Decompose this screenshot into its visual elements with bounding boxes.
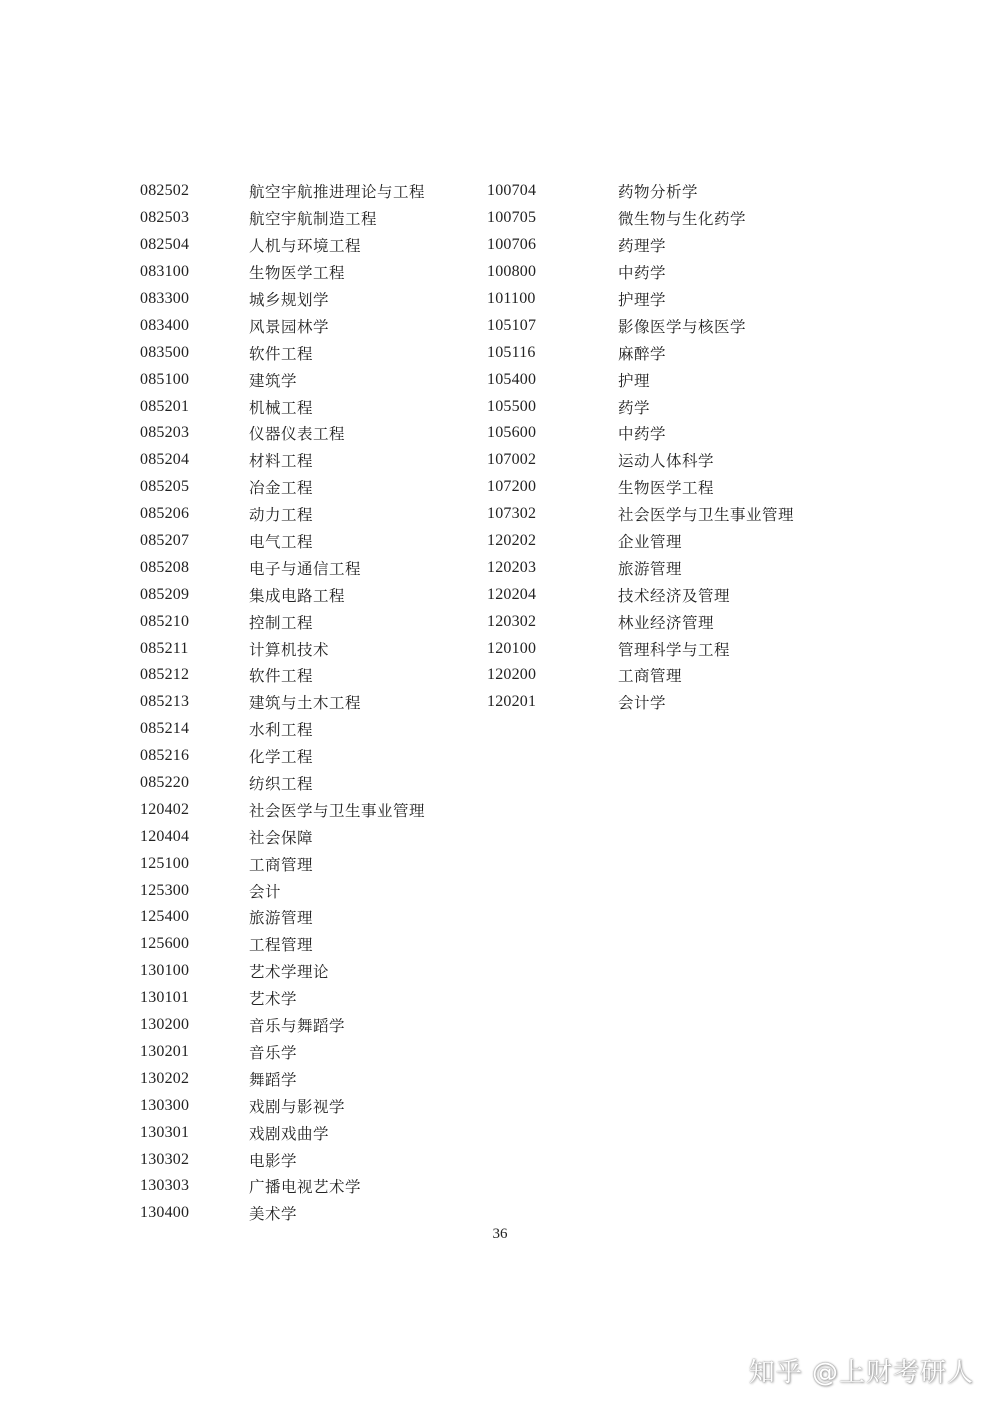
subject-code: 120204 [487, 585, 537, 603]
subject-name: 生物医学工程 [249, 264, 346, 283]
subject-code: 130201 [140, 1042, 190, 1060]
list-item [487, 635, 794, 662]
subject-name: 企业管理 [618, 533, 683, 552]
list-item [487, 232, 794, 259]
list-item [140, 474, 425, 501]
subject-name: 社会医学与卫生事业管理 [249, 801, 426, 820]
list-item [140, 1146, 425, 1173]
list-item [487, 339, 794, 366]
list-item [140, 743, 425, 770]
list-item [487, 366, 794, 393]
subject-code: 085216 [140, 747, 190, 765]
subject-code: 105500 [487, 397, 537, 415]
list-item [140, 770, 425, 797]
subject-code: 105107 [487, 316, 537, 334]
list-item [487, 178, 794, 205]
subject-code: 130101 [140, 989, 190, 1007]
list-item [140, 1012, 425, 1039]
subject-name: 电子与通信工程 [249, 559, 362, 578]
subject-code: 083400 [140, 316, 190, 334]
subject-code: 085213 [140, 693, 190, 711]
subject-code: 120404 [140, 827, 190, 845]
subject-name: 软件工程 [249, 344, 314, 363]
subject-name: 管理科学与工程 [618, 640, 731, 659]
subject-code: 120201 [487, 693, 537, 711]
subject-code: 100704 [487, 182, 537, 200]
list-item [487, 447, 794, 474]
subject-code: 083100 [140, 263, 190, 281]
subject-code: 120302 [487, 612, 537, 630]
subject-code: 085207 [140, 532, 190, 550]
list-item [140, 1119, 425, 1146]
subject-code: 120202 [487, 532, 537, 550]
subject-code: 100800 [487, 263, 537, 281]
subject-code: 085201 [140, 397, 190, 415]
left-column [140, 178, 425, 1227]
subject-code: 130300 [140, 1096, 190, 1114]
subject-code: 085214 [140, 720, 190, 738]
subject-name: 麻醉学 [618, 344, 667, 363]
subject-code: 085209 [140, 585, 190, 603]
list-item [487, 312, 794, 339]
list-item [140, 339, 425, 366]
list-item [487, 608, 794, 635]
subject-code: 120203 [487, 558, 537, 576]
subject-name: 城乡规划学 [249, 291, 330, 309]
subject-code: 083500 [140, 343, 190, 361]
subject-name: 计算机技术 [249, 640, 330, 659]
subject-name: 微生物与生化药学 [618, 210, 747, 229]
list-item [487, 286, 794, 313]
subject-name: 会计学 [618, 694, 667, 713]
subject-name: 工程管理 [249, 936, 314, 955]
subject-code: 085211 [140, 639, 189, 657]
subject-name: 水利工程 [249, 721, 314, 740]
subject-name: 电影学 [249, 1151, 298, 1170]
subject-name: 音乐与舞蹈学 [249, 1017, 346, 1036]
subject-code: 125100 [140, 854, 190, 872]
subject-code: 085212 [140, 666, 190, 684]
list-item [140, 985, 425, 1012]
list-item [140, 796, 425, 823]
subject-code: 085210 [140, 612, 190, 630]
subject-code: 125300 [140, 881, 190, 899]
list-item [487, 662, 794, 689]
list-item [140, 528, 425, 555]
subject-name: 美术学 [249, 1205, 298, 1224]
subject-name: 仪器仪表工程 [249, 425, 346, 444]
list-item [140, 312, 425, 339]
subject-code: 085205 [140, 478, 190, 496]
list-item [140, 501, 425, 528]
subject-name: 护理 [618, 371, 651, 390]
subject-code: 085203 [140, 424, 190, 442]
list-item [140, 554, 425, 581]
subject-code: 130100 [140, 962, 190, 980]
list-item [140, 823, 425, 850]
subject-name: 护理学 [618, 291, 667, 309]
subject-name: 音乐学 [249, 1043, 298, 1062]
subject-name: 艺术学 [249, 990, 298, 1009]
subject-name: 冶金工程 [249, 479, 314, 498]
list-item [487, 393, 794, 420]
subject-name: 航空宇航制造工程 [249, 210, 378, 229]
right-column [487, 178, 794, 716]
subject-code: 085100 [140, 370, 190, 388]
subject-code: 082503 [140, 209, 190, 227]
subject-name: 集成电路工程 [249, 586, 346, 605]
subject-name: 社会保障 [249, 828, 314, 847]
subject-code: 130200 [140, 1016, 190, 1034]
subject-name: 会计 [249, 882, 282, 901]
list-item [487, 581, 794, 608]
list-item [487, 205, 794, 232]
subject-code: 100706 [487, 236, 537, 254]
subject-name: 控制工程 [249, 613, 314, 632]
subject-code: 107002 [487, 451, 537, 469]
subject-name: 材料工程 [249, 452, 314, 471]
subject-code: 082502 [140, 182, 190, 200]
list-item [140, 1173, 425, 1200]
list-item [487, 420, 794, 447]
subject-name: 舞蹈学 [249, 1070, 298, 1089]
subject-name: 戏剧戏曲学 [249, 1124, 330, 1143]
subject-name: 艺术学理论 [249, 963, 330, 982]
subject-name: 人机与环境工程 [249, 237, 362, 256]
subject-code: 120402 [140, 800, 190, 818]
list-item [140, 1065, 425, 1092]
list-item [140, 205, 425, 232]
list-item [140, 447, 425, 474]
list-item [487, 501, 794, 528]
list-item [140, 581, 425, 608]
subject-name: 社会医学与卫生事业管理 [618, 506, 795, 525]
page-number: 36 [492, 1226, 508, 1242]
list-item [140, 393, 425, 420]
list-item [140, 850, 425, 877]
list-item [140, 877, 425, 904]
subject-code: 107200 [487, 478, 537, 496]
subject-name: 技术经济及管理 [618, 586, 731, 605]
list-item [140, 662, 425, 689]
subject-name: 动力工程 [249, 506, 314, 525]
subject-code: 083300 [140, 290, 190, 307]
subject-code: 085206 [140, 505, 190, 523]
subject-code: 085204 [140, 451, 190, 469]
subject-name: 中药学 [618, 425, 667, 444]
subject-name: 药物分析学 [618, 183, 699, 202]
list-item [140, 931, 425, 958]
subject-name: 风景园林学 [249, 317, 330, 336]
list-item [140, 1200, 425, 1227]
subject-name: 电气工程 [249, 533, 314, 552]
list-item [140, 716, 425, 743]
subject-name: 药学 [618, 398, 651, 417]
subject-name: 药理学 [618, 237, 667, 256]
subject-code: 130303 [140, 1177, 190, 1195]
subject-code: 100705 [487, 209, 537, 227]
list-item [140, 904, 425, 931]
subject-code: 130202 [140, 1069, 190, 1087]
list-item [140, 178, 425, 205]
subject-code: 120100 [487, 639, 537, 657]
list-item [140, 1039, 425, 1066]
subject-name: 软件工程 [249, 667, 314, 686]
list-item [140, 689, 425, 716]
list-item [140, 958, 425, 985]
subject-code: 130301 [140, 1123, 190, 1141]
list-item [487, 528, 794, 555]
list-item [487, 554, 794, 581]
subject-code: 130302 [140, 1150, 190, 1168]
subject-code: 101100 [487, 290, 536, 307]
subject-name: 影像医学与核医学 [618, 317, 747, 336]
subject-name: 中药学 [618, 264, 667, 283]
list-item [140, 286, 425, 313]
subject-name: 工商管理 [618, 667, 683, 686]
watermark: 知乎 @上财考研人 [748, 1358, 974, 1388]
subject-code: 105600 [487, 424, 537, 442]
subject-name: 建筑学 [249, 371, 298, 390]
subject-code: 130400 [140, 1204, 190, 1222]
subject-name: 戏剧与影视学 [249, 1097, 346, 1116]
subject-name: 工商管理 [249, 855, 314, 874]
list-item [487, 474, 794, 501]
subject-code: 085208 [140, 558, 190, 576]
subject-code: 105116 [487, 343, 536, 361]
subject-name: 旅游管理 [618, 559, 683, 578]
subject-name: 广播电视艺术学 [249, 1178, 362, 1197]
list-item [140, 232, 425, 259]
list-item [140, 1092, 425, 1119]
subject-name: 旅游管理 [249, 909, 314, 928]
list-item [140, 608, 425, 635]
subject-name: 纺织工程 [249, 775, 314, 794]
list-item [140, 635, 425, 662]
subject-code: 125600 [140, 935, 190, 953]
list-item [140, 420, 425, 447]
list-item [487, 689, 794, 716]
subject-code: 107302 [487, 505, 537, 523]
subject-name: 建筑与土木工程 [249, 694, 362, 713]
subject-name: 航空宇航推进理论与工程 [249, 183, 426, 202]
list-item [140, 366, 425, 393]
subject-code: 085220 [140, 774, 190, 792]
subject-code: 082504 [140, 236, 190, 254]
subject-name: 运动人体科学 [618, 452, 715, 471]
list-item [487, 259, 794, 286]
subject-name: 化学工程 [249, 748, 314, 767]
subject-name: 生物医学工程 [618, 479, 715, 498]
subject-name: 机械工程 [249, 398, 314, 417]
subject-code: 105400 [487, 370, 537, 388]
list-item [140, 259, 425, 286]
subject-name: 林业经济管理 [618, 613, 715, 632]
subject-code: 125400 [140, 908, 190, 926]
subject-code: 120200 [487, 666, 537, 684]
